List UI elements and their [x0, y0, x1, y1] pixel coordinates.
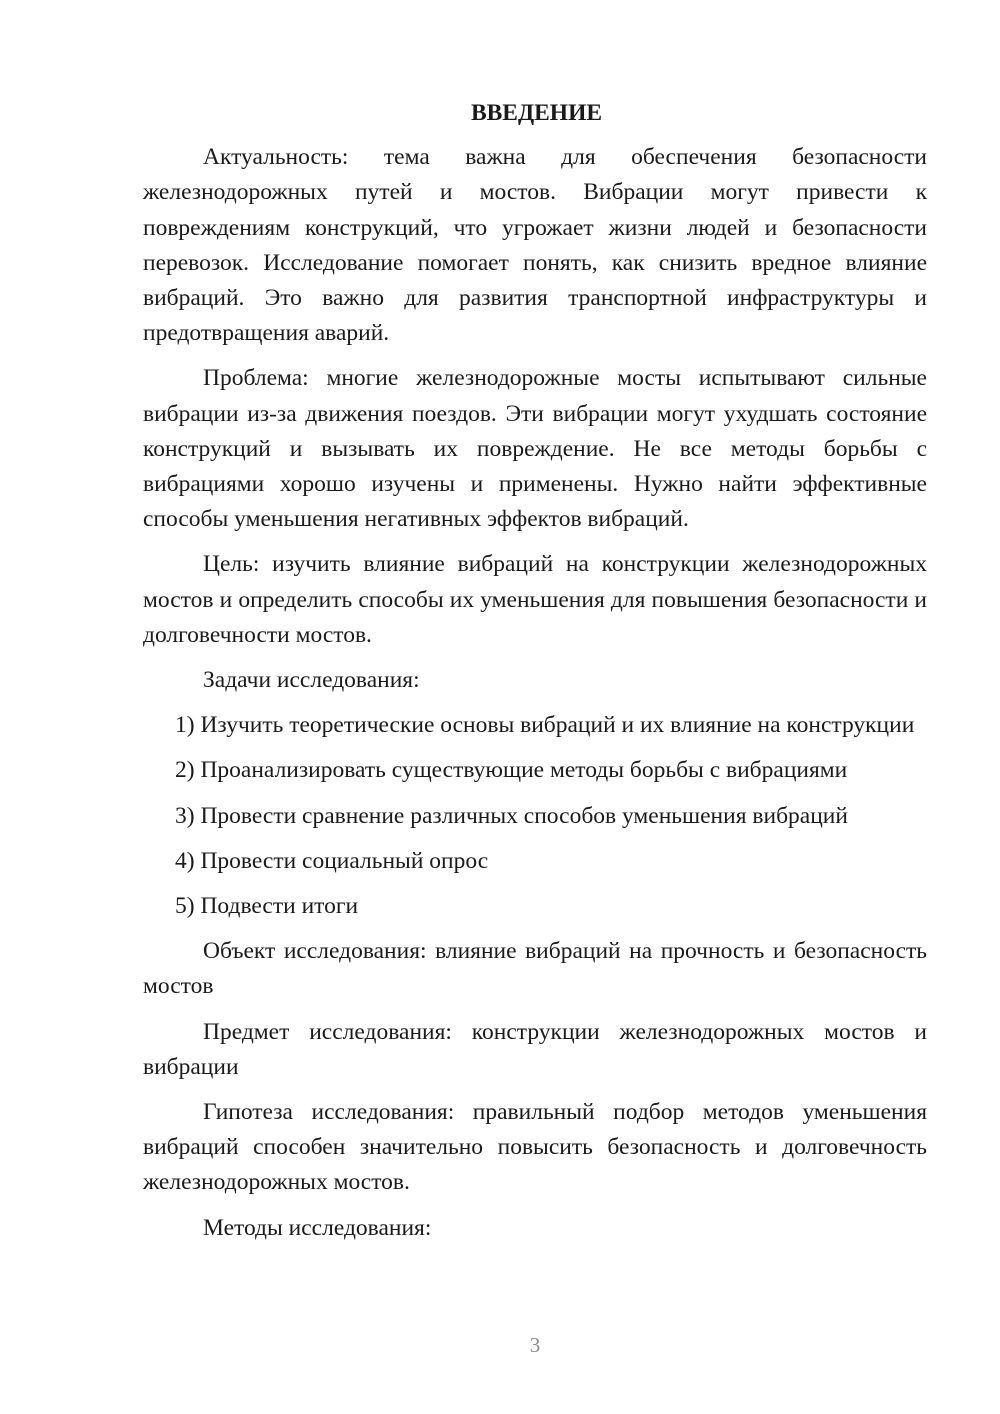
paragraph-problem: Проблема: многие железнодорожные мосты испытывают сильные вибрации из-за движения поездов. Эти вибрации могут ухудшать состояние конструкций и вызывать их повреждение. Не все методы борьбы с вибрациями хорошо изучены и применены. Нужно найти эффективные способы уменьшения негативных эффектов вибраций. [143, 365, 927, 533]
paragraph-goal: Цель: изучить влияние вибраций на конструкции железнодорожных мостов и определить способы их уменьшения для повышения безопасности и долговечности мостов. [143, 551, 927, 648]
list-item: 3) Провести сравнение различных способов уменьшения вибраций [175, 802, 848, 829]
methods-heading: Методы исследования: [203, 1214, 432, 1241]
list-item: 4) Провести социальный опрос [175, 847, 489, 874]
list-item: 5) Подвести итоги [175, 893, 359, 920]
list-item: 1) Изучить теоретические основы вибраций и их влияние на конструкции [175, 712, 915, 739]
paragraph-subject: Предмет исследования: конструкции железнодорожных мостов и вибрации [143, 1018, 927, 1080]
paragraph-hypothesis: Гипотеза исследования: правильный подбор методов уменьшения вибраций способен значительно повысить безопасность и долговечность железнодорожных мостов. [143, 1099, 927, 1196]
paragraph-relevance: Актуальность: тема важна для обеспечения безопасности железнодорожных путей и мостов. Вибрации могут привести к повреждениям конструкций, что угрожает жизни людей и безопасности перевозок. Исследование помогает понять, как снизить вредное влияние вибраций. Это важно для развития транспортной инфраструктуры и предотвращения аварий. [143, 144, 927, 347]
page-title: ВВЕДЕНИЕ [470, 100, 603, 126]
page-content [143, 96, 927, 1256]
list-item: 2) Проанализировать существующие методы борьбы с вибрациями [175, 757, 848, 784]
page-number: 3 [529, 1333, 541, 1357]
tasks-heading: Задачи исследования: [203, 667, 420, 694]
paragraph-object: Объект исследования: влияние вибраций на прочность и безопасность мостов [143, 938, 927, 1000]
